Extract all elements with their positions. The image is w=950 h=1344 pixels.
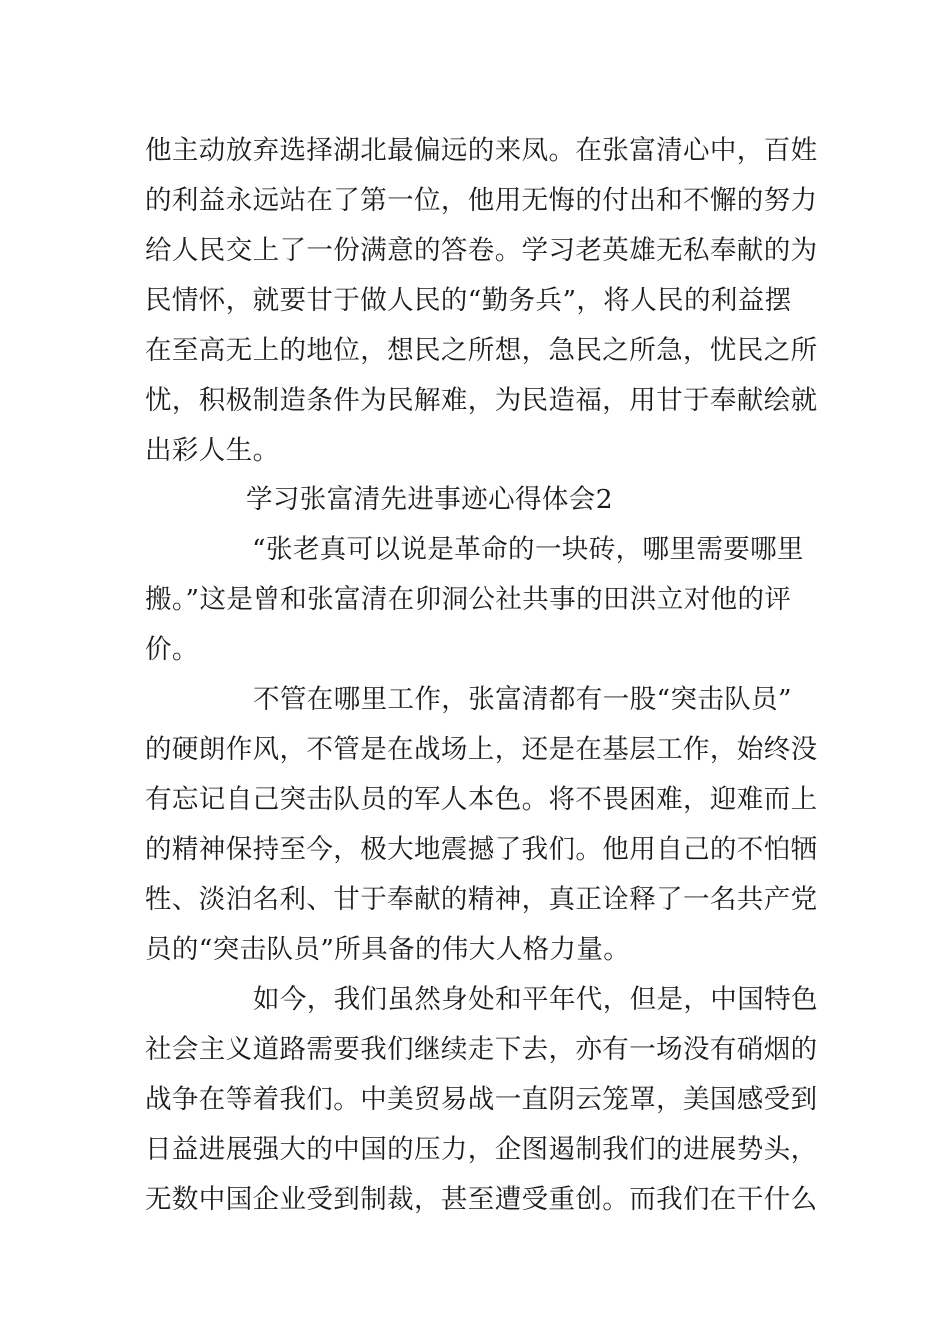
text-line: 如今，我们虽然身处和平年代，但是，中国特色 bbox=[253, 984, 818, 1015]
text-line: 出彩人生。 bbox=[145, 435, 280, 466]
text-line: 忧，积极制造条件为民解难，为民造福，用甘于奉献绘就 bbox=[145, 385, 818, 416]
text-line: 有忘记自己突击队员的军人本色。将不畏困难，迎难而上 bbox=[145, 784, 818, 815]
text-line: 员的“突击队员”所具备的伟大人格力量。 bbox=[145, 934, 631, 965]
text-line: 价。 bbox=[145, 634, 199, 665]
text-line: 牲、淡泊名利、甘于奉献的精神，真正诠释了一名共产党 bbox=[145, 884, 818, 915]
text-line: 战争在等着我们。中美贸易战一直阴云笼罩，美国感受到 bbox=[145, 1084, 818, 1115]
text-line: 无数中国企业受到制裁，甚至遭受重创。而我们在干什么 bbox=[145, 1184, 818, 1215]
text-line: 日益进展强大的中国的压力，企图遏制我们的进展势头， bbox=[145, 1134, 818, 1165]
text-line: 的硬朗作风，不管是在战场上，还是在基层工作，始终没 bbox=[145, 734, 818, 765]
text-line: 搬。”这是曾和张富清在卯洞公社共事的田洪立对他的评 bbox=[145, 584, 792, 615]
text-line: 不管在哪里工作，张富清都有一股“突击队员” bbox=[253, 684, 792, 715]
section-heading: 学习张富清先进事迹心得体会2 bbox=[246, 484, 613, 515]
text-line: 的精神保持至今，极大地震撼了我们。他用自己的不怕牺 bbox=[145, 834, 818, 865]
text-line: 给人民交上了一份满意的答卷。学习老英雄无私奉献的为 bbox=[145, 235, 818, 266]
text-line: 在至高无上的地位，想民之所想，急民之所急，忧民之所 bbox=[145, 335, 818, 366]
text-line: 社会主义道路需要我们继续走下去，亦有一场没有硝烟的 bbox=[145, 1034, 818, 1065]
text-line: 的利益永远站在了第一位，他用无悔的付出和不懈的努力 bbox=[145, 185, 818, 216]
text-line: “张老真可以说是革命的一块砖，哪里需要哪里 bbox=[252, 534, 804, 565]
text-line: 民情怀，就要甘于做人民的“勤务兵”，将人民的利益摆 bbox=[145, 285, 792, 316]
text-line: 他主动放弃选择湖北最偏远的来凤。在张富清心中，百姓 bbox=[145, 135, 818, 166]
